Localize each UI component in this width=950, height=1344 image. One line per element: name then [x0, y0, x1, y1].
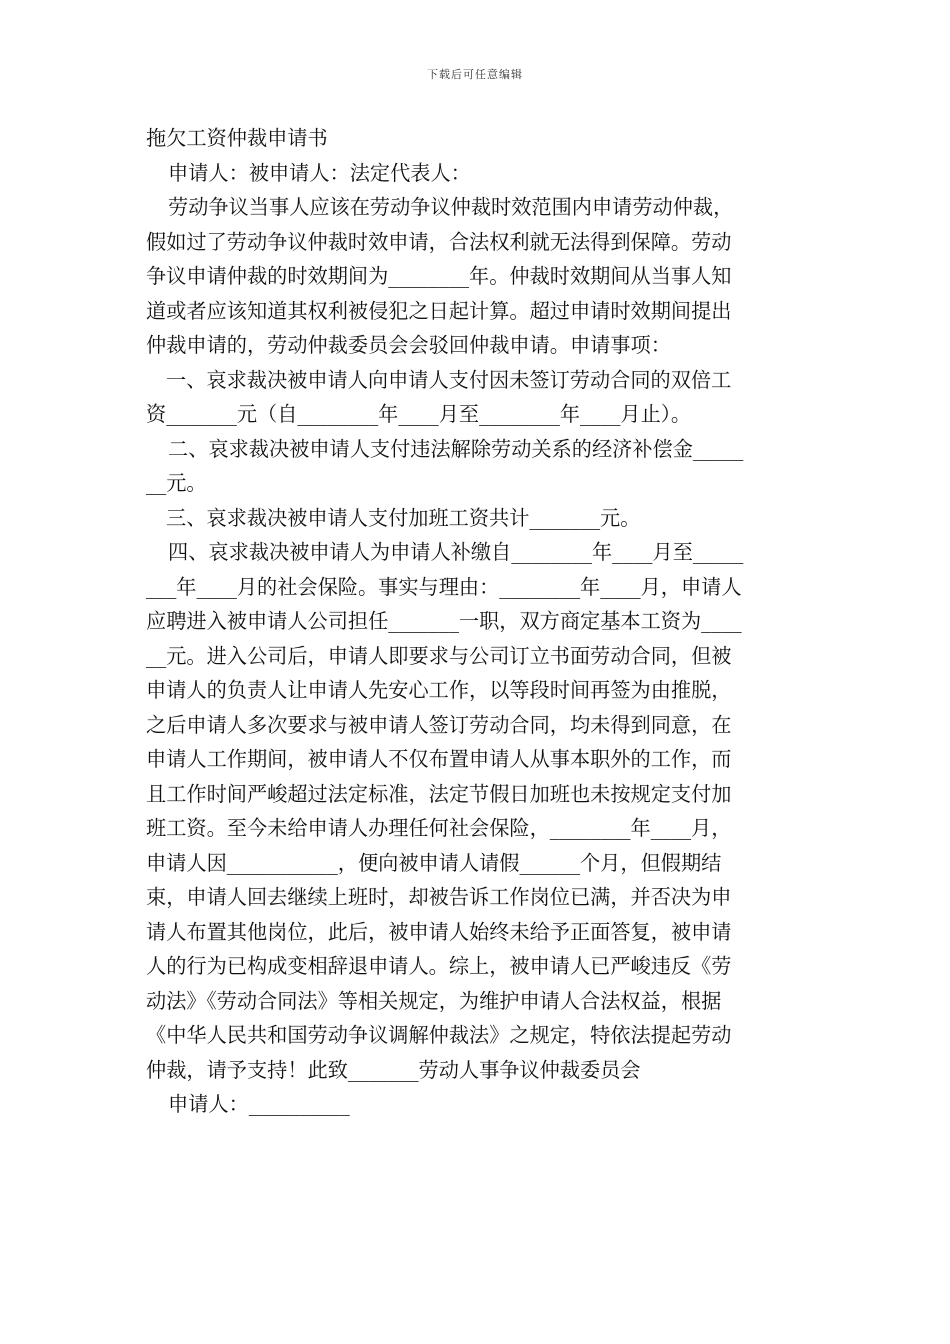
document-line: 束，申请人回去继续上班时，却被告诉工作岗位已满，并否决为申 — [146, 885, 732, 909]
document-line: 应聘进入被申请人公司担任_______一职，双方商定基本工资为____ — [146, 609, 742, 633]
document-line: 班工资。至今未给申请人办理任何社会保险，________年____月， — [146, 816, 732, 840]
document-line: 申请人的负责人让申请人先安心工作，以等段时间再签为由推脱， — [146, 678, 732, 702]
document-line: 劳动争议当事人应该在劳动争议仲裁时效范围内申请劳动仲裁， — [168, 195, 734, 219]
document-line: __元。 — [146, 471, 207, 495]
document-line: 假如过了劳动争议仲裁时效申请，合法权利就无法得到保障。劳动 — [146, 229, 732, 254]
document-line: 争议申请仲裁的时效期间为________年。仲裁时效期间从当事人知 — [146, 264, 732, 288]
document-line: 之后申请人多次要求与被申请人签订劳动合同，均未得到同意，在 — [146, 712, 732, 737]
document-line: 二、哀求裁决被申请人支付违法解除劳动关系的经济补偿金_____ — [168, 436, 744, 461]
document-line: 三、哀求裁决被申请人支付加班工资共计_______元。 — [166, 505, 641, 530]
document-line: 《中华人民共和国劳动争议调解仲裁法》之规定，特依法提起劳动 — [146, 1023, 732, 1047]
document-line: 四、哀求裁决被申请人为申请人补缴自________年____月至_____ — [168, 540, 744, 564]
document-title: 拖欠工资仲裁申请书 — [146, 126, 328, 150]
document-line: __元。进入公司后，申请人即要求与公司订立书面劳动合同，但被 — [146, 643, 732, 668]
document-line: 资_______元（自________年____月至________年____月止）。 — [146, 402, 692, 426]
document-line: ___年____月的社会保险。事实与理由：________年____月，申请人 — [146, 574, 742, 599]
document-body — [146, 121, 810, 1122]
document-line: 仲裁，请予支持！此致_______劳动人事争议仲裁委员会 — [146, 1057, 641, 1082]
document-line: 动法》《劳动合同法》等相关规定，为维护申请人合法权益，根据 — [146, 988, 722, 1013]
signature-line: 申请人：__________ — [168, 1092, 350, 1116]
document-line: 申请人因___________，便向被申请人请假______个月，但假期结 — [146, 850, 722, 875]
document-line: 一、哀求裁决被申请人向申请人支付因未签订劳动合同的双倍工 — [166, 367, 732, 392]
document-line: 申请人工作期间，被申请人不仅布置申请人从事本职外的工作，而 — [146, 747, 732, 771]
document-line: 道或者应该知道其权利被侵犯之日起计算。超过申请时效期间提出 — [146, 298, 732, 323]
document-line: 请人布置其他岗位，此后，被申请人始终未给予正面答复，被申请 — [146, 919, 732, 944]
document-line: 且工作时间严峻超过法定标准，法定节假日加班也未按规定支付加 — [146, 781, 732, 806]
document-line: 申请人：被申请人：法定代表人： — [168, 160, 471, 185]
header-note: 下载后可任意编辑 — [427, 68, 523, 81]
document-line: 人的行为已构成变相辞退申请人。综上，被申请人已严峻违反《劳 — [146, 954, 732, 978]
document-line: 仲裁申请的，劳动仲裁委员会会驳回仲裁申请。申请事项： — [146, 333, 671, 357]
